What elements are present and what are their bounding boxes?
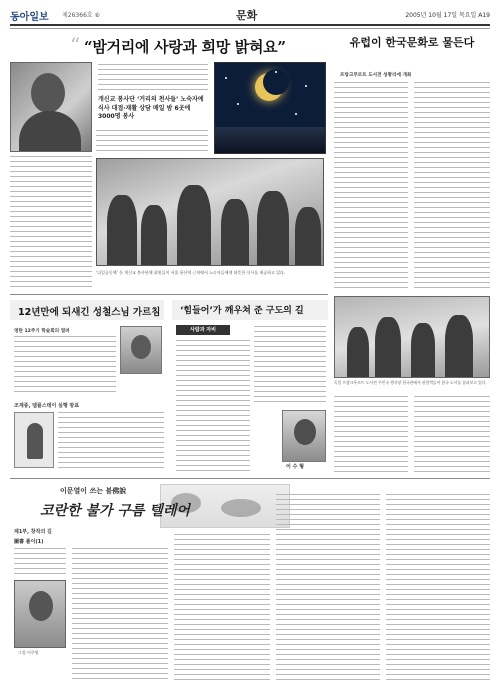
lead-photo-caption: ‘다일공동체’ 등 개신교 봉사단체 회원들이 서울 용산역 근처에서 노숙자들에게 따뜻한 식사를 제공하고 있다. — [96, 270, 286, 275]
issue-number: 제26366호 ⑥ — [62, 12, 100, 19]
serial-subtitle: 제1부, 창작의 길 — [14, 529, 52, 535]
right-bottom-body-column-1 — [334, 396, 408, 474]
serial-episode: 圖書 풀이(1) — [14, 539, 44, 545]
author-caption: 그림 이주원 — [18, 650, 39, 655]
columnist-name: 이 수 형 — [286, 464, 304, 470]
author-portrait — [14, 580, 66, 648]
serial-body-column-1 — [72, 548, 168, 682]
night-sky-illustration — [214, 62, 326, 154]
buddha-illustration — [14, 412, 54, 468]
middle-center-body-column-1 — [176, 340, 250, 472]
serial-title: 코란한 불가 구름 텔레어 — [40, 503, 190, 519]
lead-body-text — [98, 64, 208, 92]
lead-headline: “밤거리에 사랑과 희망 밝혀요” — [84, 38, 286, 56]
right-bottom-body-column-2 — [414, 396, 490, 474]
masthead: 동아일보 — [10, 12, 49, 23]
serial-kicker: 이문열이 쓰는 불佛說 — [60, 487, 127, 495]
columnist-portrait — [282, 410, 326, 462]
middle-left-headline: 12년만에 되새긴 성철스님 가르침 — [18, 307, 161, 318]
right-top-headline: 유럽이 한국문화로 물든다 — [349, 36, 475, 49]
lead-news-photo — [96, 158, 324, 266]
right-top-subhead: 프랑크푸르트 도서전 성황리에 개최 — [340, 73, 412, 78]
lead-portrait-photo — [10, 62, 92, 152]
lead-deck: 개신교 봉사단 ‘거리의 천사들’ 노숙자에 식사 대접·재활 상담 매일 밤 6곳에 3000명 봉사 — [98, 96, 204, 120]
serial-body-column-3 — [276, 494, 380, 682]
lead-body-column-2 — [96, 130, 208, 154]
middle-rule — [10, 294, 328, 295]
right-top-body-column-2 — [414, 82, 490, 290]
serial-body-column-4 — [386, 494, 490, 682]
serial-intro-text — [14, 548, 66, 576]
column-tag: 사람과 자비 — [176, 325, 230, 335]
book-fair-caption: 독일 프랑크푸르트 도서전 주빈국 행사장 한국관에서 관람객들이 한국 도서를 살펴보고 있다. — [334, 380, 487, 385]
serial-body-column-2 — [174, 534, 270, 682]
middle-left-subhead: 영탄 12주기 학술회의 열려 — [14, 329, 70, 334]
book-fair-photo — [334, 296, 490, 378]
middle-center-headline: ‘힘들어’가 깨우쳐 준 구도의 길 — [180, 306, 304, 316]
middle-left-second-subhead: 조계종, 템플스테이 실행 방표 — [14, 403, 80, 409]
middle-center-body-column-2 — [254, 326, 326, 406]
middle-left-body — [14, 336, 116, 396]
middle-left-portrait — [120, 326, 162, 374]
quote-open-mark: “ — [70, 33, 81, 57]
issue-date: 2005년 10월 17일 목요일 A19 — [405, 12, 490, 19]
header-rule — [10, 28, 490, 29]
page-header — [10, 6, 490, 26]
middle-left-body-2 — [58, 412, 164, 472]
bottom-rule — [10, 478, 490, 479]
section-title: 문화 — [236, 9, 258, 22]
lead-body-column-1 — [10, 156, 92, 290]
right-top-body-column-1 — [334, 82, 408, 290]
